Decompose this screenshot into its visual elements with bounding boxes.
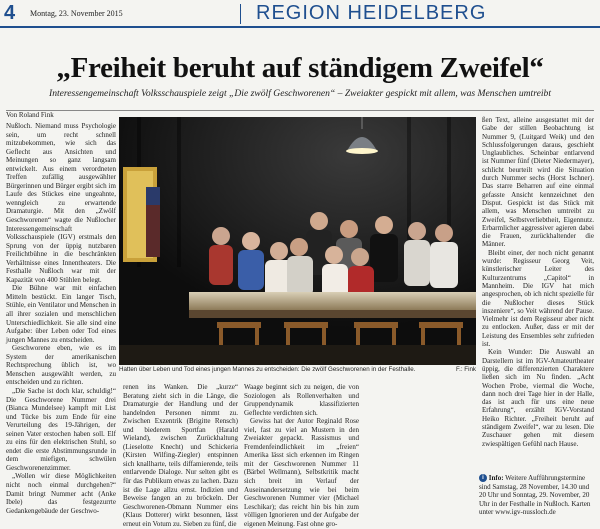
- info-box: [479, 474, 597, 517]
- article-column-4: [482, 116, 594, 448]
- article-column-3: [244, 383, 359, 528]
- paragraph: Waage beginnt sich zu neigen, die von Soziologen als Rollenverhalten und Gruppendynamik klassifizierten Geflechte verdichten sich.: [244, 383, 359, 417]
- paragraph: Geschworene eben, wie es im System der amerikanischen Rechtsprechung üblich ist, wo Menschen ausgewählt werden, zu entscheiden und zu richten.: [6, 344, 116, 387]
- byline: Von Roland Fink: [6, 111, 54, 119]
- caption-text: Hatten über Leben und Tod eines jungen Mannes zu entscheiden: Die zwölf Geschworenen in der Festhalle.: [119, 366, 416, 373]
- jury-scene-image: [119, 117, 476, 365]
- article-headline: „Freiheit beruht auf ständigem Zweifel“: [56, 52, 544, 84]
- info-label: Info:: [488, 474, 504, 482]
- paragraph: renen ins Wanken. Die „kurze“ Beratung zieht sich in die Länge, die Dramaturgie der Handlung und der handelnden Personen nimmt zu. Zwischen Exzentrik (Brigitte Rensch) und biederem Sportfan (Harald Wieland), zwischen Zurückhaltung (Lieselotte Knecht) und Schickeria (Kirsten Wilfing-Ziegler) entspinnen sich knallharte, teils diffamierende, teils entlarvende Dialoge. Nur selten gibt es für das Publikum etwas zu lachen. Dazu ist die Lage allzu ernst. Indizien und Beweise fangen an zu bröckeln. Der Geschworenen-Obmann Nummer eins (Klaus Dotterer) wirkt besonnen, lässt erneut ein Votum zu. Sieben zu fünf, die: [123, 383, 238, 528]
- paragraph: Nußloch. Niemand muss Psychologie sein, um recht schnell mitzubekommen, wie sich das Geflecht aus Ansichten und Meinungen so ganz langsam entwickelt. Aus einem verordneten Treffen zufällig ausgewählter Bürgerinnen und Bürger ergibt sich im Laufe des Stückes eine ungeahnte, wenngleich zu erwartende Dramaturgie. Mit den „Zwölf Geschworenen“ wagte die Nußlocher Interessengemeinschaft Volksschauspiele (IGV) erstmals den Sprung von der üppig nutzbaren Freilichtbühne in die beschränkten Verhältnisse eines Innentheaters. Die Festhalle Nußloch war mit der Kapazität von 400 Stühlen belegt.: [6, 122, 116, 284]
- paragraph: „Die Sache ist doch klar, schuldig!“ Die Geschworene Nummer drei (Bianca Mundelsee) kampft mit List und Tücke bis zum Ende für eine Verurteilung des 19-Jährigen, der seinen Vater erstochen haben soll. Elf zu eins für den elektrischen Stuhl, so endet die erste Abstimmungsrunde in dem miefigen, schwülen Geschworenenzimmer.: [6, 386, 116, 472]
- paragraph: Kein Wunder: Die Auswahl an Darstellern ist im IGV-Amateurtheater üppig, die differenzierten Charaktere ließen sich im Nu finden. „Acht Wochen Probe, viermal die Woche, dann noch drei Tage hier in der Halle, das ist auch für uns eine neue Erfahrung“, erzählt IGV-Vorstand Heiko Richter. „Freiheit beruht auf ständigem Zweifel“, war zu lesen. Die Zuschauer gehen mit diesem zwiespältigen Gefühl nach Hause.: [482, 348, 594, 448]
- page-header: [0, 0, 600, 28]
- photo-credit: F.: Fink: [456, 366, 476, 373]
- header-divider: [240, 4, 241, 24]
- paragraph: „Wollen wir diese Möglichkeiten nicht noch einmal durchgehen?“ Damit bringt Nummer acht (Anke Ibele) das festgezurrte Gedankengebäude der Geschwo-: [6, 472, 116, 515]
- paragraph: Gewiss hat der Autor Reginald Rose viel, fast zu viel an Mustern in den Zweiakter gepackt. Rassismus und Fremdenfeindlichkeit im „freien“ Amerika lässt sich erkennen im Ringen mit der Geschworenen Nummer 11 (Bärbel Wellmann), Selbstkritik macht sich breit im Verlauf der Auseinandersetzung wie bei beim Geschworenen Nummer vier (Michael Leschikar); das reicht hin bis hin zum völligen Ignorieren und der Aufgabe der eigenen Meinung. Fast ohne gro-: [244, 417, 359, 528]
- page-number: 4: [4, 2, 16, 24]
- section-title: REGION HEIDELBERG: [256, 2, 487, 24]
- article-subheadline: Interessengemeinschaft Volksschauspiele zeigt „Die zwölf Geschworenen“ – Zweiakter gespickt mit allem, was Menschen umtreibt: [49, 88, 551, 99]
- info-text: Weitere Aufführungstermine sind Samstag, 28 November, 14.30 und 20 Uhr und Sonntag, 29. November, 20 Uhr in der Festhalle in Nußloch. Karten unter www.igv-nussloch.de: [479, 474, 591, 516]
- article-column-1: [6, 122, 116, 515]
- article-photo: [119, 117, 476, 365]
- photo-caption: [119, 366, 476, 373]
- paragraph: Die Bühne war mit einfachen Mitteln bestückt. Ein langer Tisch, Stühle, ein Ventilator und Menschen in all ihrer sozialen und menschlichen Unterschiedlichkeit. Sie alle sind eine Aufgabe: über Leben oder Tod eines jungen Mannes zu entscheiden.: [6, 284, 116, 344]
- paragraph: ßen Text, alleine ausgestattet mit der Gabe der stillen Beobachtung ist Nummer 9, (Luitgard Weik) und den Schlussfolgerungen daraus, geschieht Unglaubliches. Scheinbar entlarvend ist Nummer fünf (Dieter Niedermayer), schlicht beurteilt wird die Situation durch Nummer sechs (Horst Ischner). Das starre Beharren auf eine einmal gefasste Ansicht kennzeichnet den Disput. Gespickt ist das Stück mit allem, was Menschen umtreibt zu Zweifel, Selbstverliebtheit, Eigennutz. Erbarmlicher aggressiver agieren dabei die Frauen, zurückhaltender die Männer.: [482, 116, 594, 249]
- article-column-2: [123, 383, 238, 528]
- info-icon: i: [479, 474, 487, 482]
- paragraph: Bleibt einer, der noch nicht genannt wurde: Regisseur Georg Veit, künstlerischer Leiter des Kulturzentrums „Capitol“ in Mannheim. Die IGV hat mich angesprochen, ob ich nicht spezielle für die Nußlocher dieses Stück inszeniere“, so Veit während der Pause. Vielmehr ist dem Regisseur aber nicht zu entlocken. Außer, dass er mit der Leistung des Ensembles sehr zufrieden ist.: [482, 248, 594, 349]
- issue-date: Montag, 23. November 2015: [30, 9, 123, 18]
- headline-rule: [6, 110, 594, 111]
